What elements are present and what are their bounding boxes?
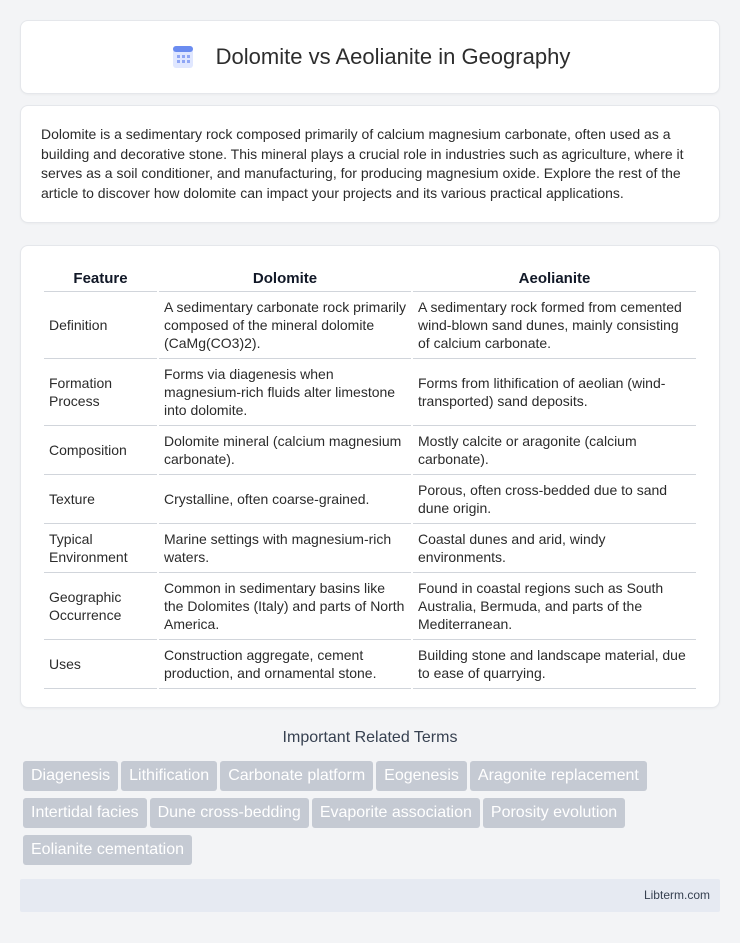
row-feature: Geographic Occurrence [44, 573, 157, 640]
page-title: Dolomite vs Aeolianite in Geography [215, 44, 571, 69]
related-term-tag[interactable]: Diagenesis [23, 761, 118, 791]
related-term-tag[interactable]: Intertidal facies [23, 798, 147, 828]
related-term-tag[interactable]: Evaporite association [312, 798, 480, 828]
table-row [44, 426, 696, 475]
row-feature: Typical Environment [44, 524, 157, 573]
comparison-card [20, 245, 720, 708]
row-dolomite: Dolomite mineral (calcium magnesium carbonate). [159, 426, 411, 475]
comparison-table [42, 266, 698, 689]
related-term-tag[interactable]: Aragonite replacement [470, 761, 647, 791]
header-feature: Feature [44, 266, 157, 292]
table-row [44, 640, 696, 689]
footer-site-link[interactable]: Libterm.com [643, 888, 710, 902]
row-dolomite: A sedimentary carbonate rock primarily composed of the mineral dolomite (CaMg(CO3)2). [159, 292, 411, 359]
row-aeolianite: Forms from lithification of aeolian (wind-transported) sand deposits. [413, 359, 696, 426]
related-terms-list [23, 761, 723, 872]
footer [20, 879, 720, 912]
row-feature: Formation Process [44, 359, 157, 426]
table-row [44, 573, 696, 640]
header-dolomite: Dolomite [159, 266, 411, 292]
page-header [20, 20, 720, 94]
row-feature: Composition [44, 426, 157, 475]
row-aeolianite: Building stone and landscape material, due to ease of quarrying. [413, 640, 696, 689]
table-row [44, 292, 696, 359]
related-term-tag[interactable]: Porosity evolution [483, 798, 625, 828]
row-aeolianite: Coastal dunes and arid, windy environments. [413, 524, 696, 573]
table-header-row [44, 266, 696, 292]
intro-card [20, 105, 720, 223]
header-aeolianite: Aeolianite [413, 266, 696, 292]
related-term-tag[interactable]: Lithification [121, 761, 217, 791]
row-aeolianite: Porous, often cross-bedded due to sand dune origin. [413, 475, 696, 524]
related-term-tag[interactable]: Carbonate platform [220, 761, 373, 791]
table-row [44, 524, 696, 573]
row-aeolianite: Found in coastal regions such as South Australia, Bermuda, and parts of the Mediterranean. [413, 573, 696, 640]
row-dolomite: Common in sedimentary basins like the Dolomites (Italy) and parts of North America. [159, 573, 411, 640]
related-terms-title: Important Related Terms [282, 729, 458, 746]
table-row [44, 475, 696, 524]
row-dolomite: Forms via diagenesis when magnesium-rich fluids alter limestone into dolomite. [159, 359, 411, 426]
related-term-tag[interactable]: Eogenesis [376, 761, 467, 791]
related-term-tag[interactable]: Eolianite cementation [23, 835, 192, 865]
row-aeolianite: A sedimentary rock formed from cemented wind-blown sand dunes, mainly consisting of calcium carbonate. [413, 292, 696, 359]
row-dolomite: Marine settings with magnesium-rich waters. [159, 524, 411, 573]
row-dolomite: Crystalline, often coarse-grained. [159, 475, 411, 524]
row-dolomite: Construction aggregate, cement production, and ornamental stone. [159, 640, 411, 689]
row-feature: Texture [44, 475, 157, 524]
row-aeolianite: Mostly calcite or aragonite (calcium carbonate). [413, 426, 696, 475]
row-feature: Definition [44, 292, 157, 359]
row-feature: Uses [44, 640, 157, 689]
intro-text: Dolomite is a sedimentary rock composed primarily of calcium magnesium carbonate, often used as a building and decorative stone. This mineral plays a crucial role in industries such as agriculture, where it serves as a soil conditioner, and manufacturing, for producing magnesium oxide. Explore the rest of the article to discover how dolomite can impact your projects and its various practical applications. [41, 126, 684, 201]
table-icon [170, 44, 196, 70]
table-row [44, 359, 696, 426]
related-term-tag[interactable]: Dune cross-bedding [150, 798, 309, 828]
